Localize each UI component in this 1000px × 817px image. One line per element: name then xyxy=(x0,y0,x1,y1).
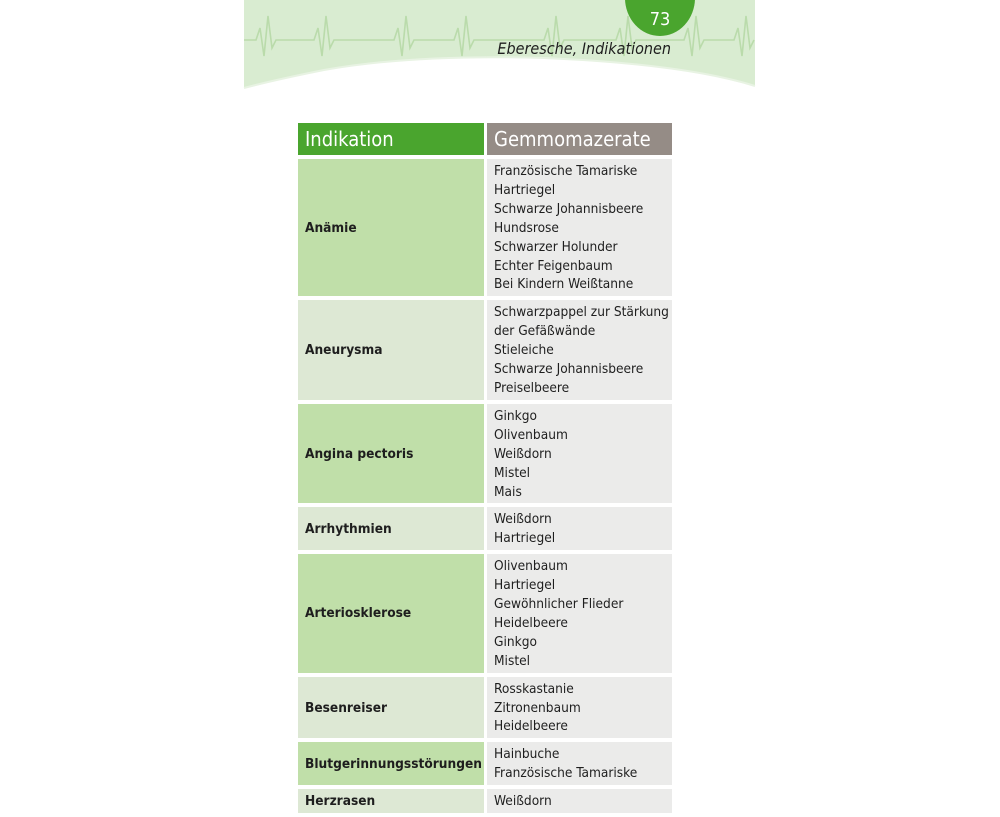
indication-cell: Aneurysma xyxy=(298,300,484,400)
book-page xyxy=(244,0,755,810)
plant-name: Französische Tamariske xyxy=(494,765,638,782)
indication-cell: Besenreiser xyxy=(298,677,484,739)
gemmomazerate-cell xyxy=(484,789,672,813)
indication-cell: Herzrasen xyxy=(298,789,484,813)
plant-name: Weißdorn xyxy=(494,445,552,462)
gemmomazerate-cell xyxy=(484,507,672,550)
table-row xyxy=(298,677,672,739)
table-row xyxy=(298,159,672,296)
plant-name: Hartriegel xyxy=(494,577,556,594)
plant-name: Weißdorn xyxy=(494,793,552,810)
plant-name: Schwarzpappel zur Stärkung xyxy=(494,304,669,321)
table-row xyxy=(298,507,672,550)
header-band xyxy=(244,0,755,110)
indication-cell: Blutgerinnungsstörungen xyxy=(298,742,484,785)
plant-name: Echter Feigenbaum xyxy=(494,257,613,274)
plant-name: Ginkgo xyxy=(494,407,537,424)
plant-name: Französische Tamariske xyxy=(494,163,638,179)
running-title: Eberesche, Indikationen xyxy=(497,39,671,58)
table-row xyxy=(298,300,672,400)
indication-cell: Anämie xyxy=(298,159,484,296)
plant-name: Ginkgo xyxy=(494,633,537,650)
indication-cell: Angina pectoris xyxy=(298,404,484,504)
plant-name: Hartriegel xyxy=(494,181,556,198)
indication-table xyxy=(298,119,672,817)
plant-name: Schwarze Johannisbeere xyxy=(494,200,644,217)
plant-name: Zitronenbaum xyxy=(494,699,581,716)
gemmomazerate-cell xyxy=(484,554,672,672)
plant-name: Preiselbeere xyxy=(494,379,570,396)
gemmomazerate-cell xyxy=(484,404,672,504)
plant-name: Mais xyxy=(494,483,522,500)
plant-name: der Gefäßwände xyxy=(494,323,596,340)
plant-name: Hartriegel xyxy=(494,530,556,547)
plant-name: Heidelbeere xyxy=(494,718,568,735)
plant-name: Rosskastanie xyxy=(494,680,574,697)
plant-name: Mistel xyxy=(494,652,531,669)
indication-cell: Arteriosklerose xyxy=(298,554,484,672)
gemmomazerate-cell xyxy=(484,159,672,296)
gemmomazerate-cell xyxy=(484,742,672,785)
plant-name: Schwarzer Holunder xyxy=(494,238,618,255)
table-row xyxy=(298,404,672,504)
plant-name: Hundsrose xyxy=(494,219,559,236)
plant-name: Schwarze Johannisbeere xyxy=(494,361,644,378)
gemmomazerate-cell xyxy=(484,300,672,400)
table-row xyxy=(298,554,672,672)
plant-name: Gewöhnlicher Flieder xyxy=(494,596,624,613)
table-header-row xyxy=(298,123,672,155)
gemmomazerate-cell xyxy=(484,677,672,739)
column-header-gemmomazerate: Gemmomazerate xyxy=(484,123,672,155)
plant-name: Heidelbeere xyxy=(494,614,568,631)
plant-name: Stieleiche xyxy=(494,342,554,359)
indication-cell: Arrhythmien xyxy=(298,507,484,550)
page-number: 73 xyxy=(649,9,671,30)
plant-name: Mistel xyxy=(494,464,531,481)
plant-name: Olivenbaum xyxy=(494,426,568,443)
column-header-indication: Indikation xyxy=(298,123,484,155)
plant-name: Weißdorn xyxy=(494,511,552,528)
table-row xyxy=(298,742,672,785)
table-row xyxy=(298,789,672,813)
plant-name: Olivenbaum xyxy=(494,558,568,575)
plant-name: Bei Kindern Weißtanne xyxy=(494,276,634,293)
plant-name: Hainbuche xyxy=(494,746,560,763)
